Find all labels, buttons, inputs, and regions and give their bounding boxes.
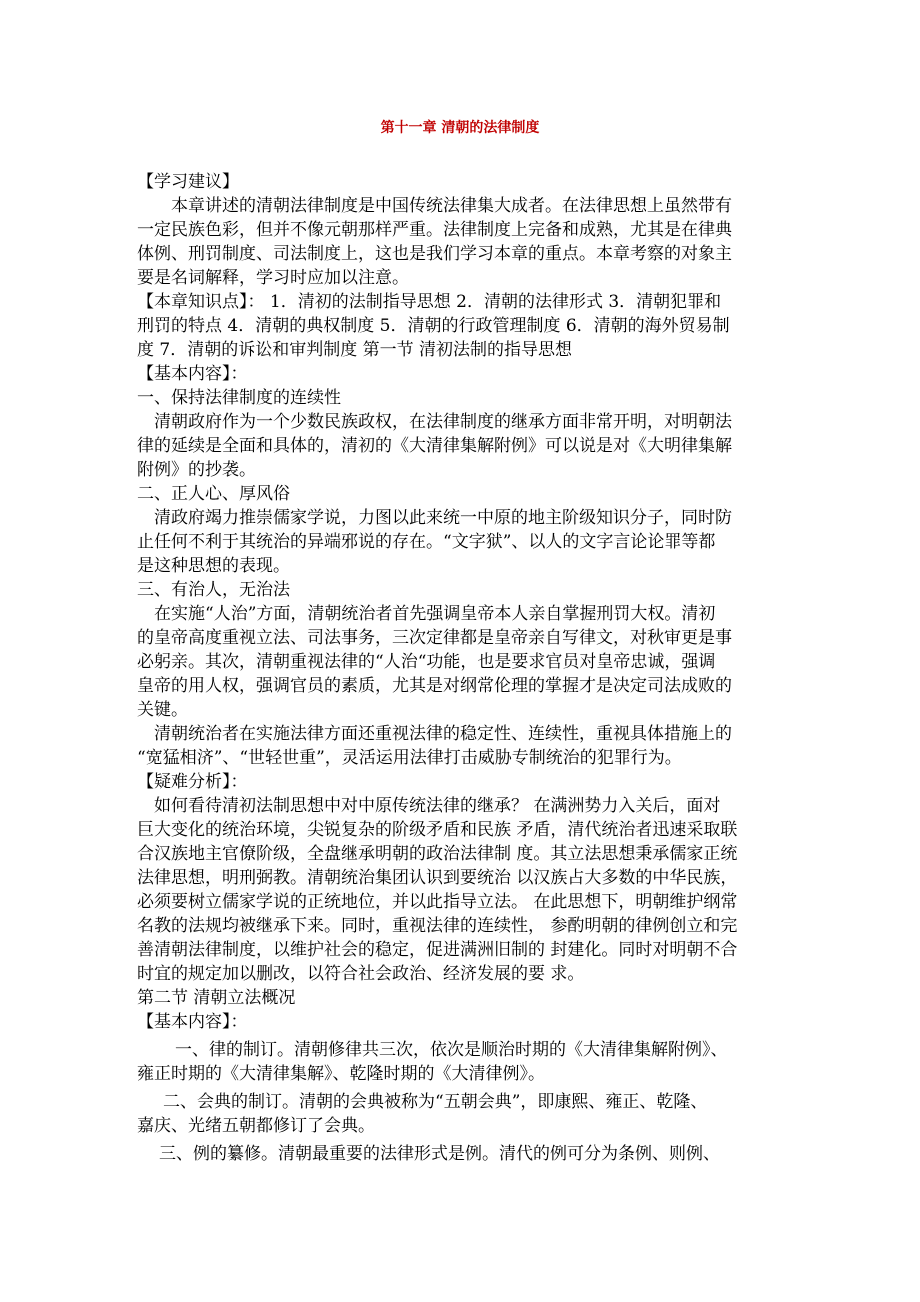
paragraph-line: 本章讲述的清朝法律制度是中国传统法律集大成者。在法律思想上虽然带有 [171,196,732,216]
paragraph-line: 雍正时期的《大清律集解》、乾隆时期的《大清律例》。 [137,1064,545,1084]
paragraph-line: 如何看待清初法制思想中对中原传统法律的继承？ 在满洲势力入关后，面对 [154,796,721,816]
section-heading: 【疑难分析】： [137,772,248,792]
document-body [137,170,797,1166]
paragraph-line: 清朝统治者在实施法律方面还重视法律的稳定性、连续性，重视具体措施上的 [154,724,732,744]
paragraph-line: 刑罚的特点 4．清朝的典权制度 5．清朝的行政管理制度 6．清朝的海外贸易制 [137,316,730,336]
paragraph-line: 关键。 [137,700,188,720]
paragraph-line: 【本章知识点】： 1．清初的法制指导思想 2．清朝的法律形式 3．清朝犯罪和 [137,292,722,312]
chapter-title: 第十一章 清朝的法律制度 [380,120,540,136]
paragraph-line: 巨大变化的统治环境，尖锐复杂的阶级矛盾和民族 矛盾，清代统治者迅速采取联 [137,820,738,840]
paragraph-line: 清朝政府作为一个少数民族政权，在法律制度的继承方面非常开明，对明朝法 [154,412,732,432]
section-heading: 【学习建议】 [137,172,239,192]
paragraph-line: 一、律的制订。清朝修律共三次，依次是顺治时期的《大清律集解附例》、 [175,1040,728,1060]
paragraph-line: 度 7．清朝的诉讼和审判制度 第一节 清初法制的指导思想 [137,340,573,360]
paragraph-line: 必须要树立儒家学说的正统地位，并以此指导立法。 在此思想下，明朝维护纲常 [137,892,738,912]
paragraph-line: 时宜的规定加以删改，以符合社会政治、经济发展的要 求。 [137,964,585,984]
paragraph-line: 一定民族色彩，但并不像元朝那样严重。法律制度上完备和成熟，尤其是在律典 [137,220,732,240]
subsection-heading: 三、有治人，无治法 [137,580,290,600]
paragraph-line: 清政府竭力推崇儒家学说，力图以此来统一中原的地主阶级知识分子，同时防 [154,508,732,528]
paragraph-line: 善清朝法律制度，以维护社会的稳定，促进满洲旧制的 封建化。同时对明朝不合 [137,940,738,960]
paragraph-line: 的皇帝高度重视立法、司法事务，三次定律都是皇帝亲自写律文，对秋审更是事 [137,628,732,648]
paragraph-line: 二、会典的制订。清朝的会典被称为“五朝会典”，即康熙、雍正、乾隆、 [163,1092,708,1112]
paragraph-line: 合汉族地主官僚阶级，全盘继承明朝的政治法律制 度。其立法思想秉承儒家正统 [137,844,738,864]
subsection-heading: 一、保持法律制度的连续性 [137,388,341,408]
paragraph-line: “宽猛相济”、“世轻世重”，灵活运用法律打击威胁专制统治的犯罪行为。 [137,748,682,768]
subsection-heading: 二、正人心、厚风俗 [137,484,290,504]
section-heading: 【基本内容】： [137,1012,248,1032]
section-heading: 第二节 清朝立法概况 [137,988,296,1008]
paragraph-line: 是这种思想的表现。 [137,556,290,576]
section-heading: 【基本内容】： [137,364,248,384]
paragraph-line: 嘉庆、光绪五朝都修订了会典。 [137,1116,375,1136]
paragraph-line: 三、例的纂修。清朝最重要的法律形式是例。清代的例可分为条例、则例、 [159,1144,720,1164]
paragraph-line: 在实施“人治”方面，清朝统治者首先强调皇帝本人亲自掌握刑罚大权。清初 [154,604,716,624]
paragraph-line: 体例、刑罚制度、司法制度上，这也是我们学习本章的重点。本章考察的对象主 [137,244,732,264]
paragraph-line: 必躬亲。其次，清朝重视法律的“人治“功能，也是要求官员对皇帝忠诚，强调 [137,652,716,672]
paragraph-line: 皇帝的用人权，强调官员的素质，尤其是对纲常伦理的掌握才是决定司法成败的 [137,676,732,696]
paragraph-line: 要是名词解释，学习时应加以注意。 [137,268,409,288]
paragraph-line: 止任何不利于其统治的异端邪说的存在。“文字狱”、以人的文字言论论罪等都 [137,532,716,552]
paragraph-line: 附例》的抄袭。 [137,460,256,480]
paragraph-line: 律的延续是全面和具体的，清初的《大清律集解附例》可以说是对《大明律集解 [137,436,732,456]
paragraph-line: 法律思想，明刑弼教。清朝统治集团认识到要统治 以汉族占大多数的中华民族， [137,868,738,888]
paragraph-line: 名教的法规均被继承下来。同时，重视法律的连续性， 参酌明朝的律例创立和完 [137,916,738,936]
